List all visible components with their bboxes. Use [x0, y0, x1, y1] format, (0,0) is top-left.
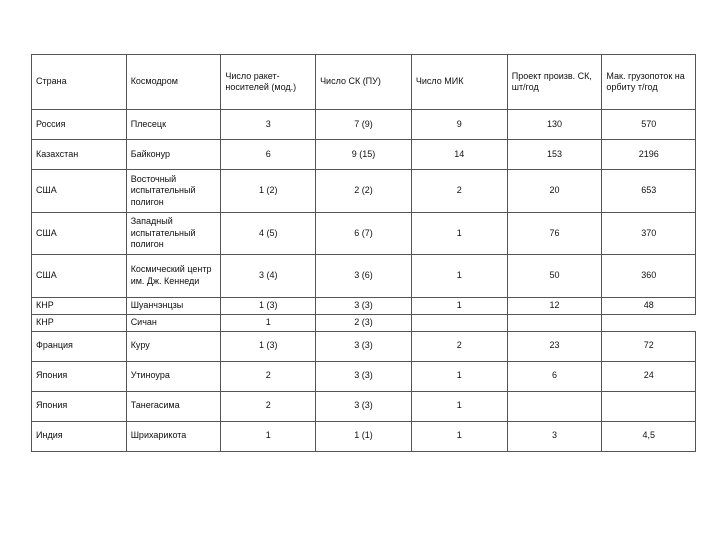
cell-country: США	[32, 170, 127, 213]
cell-launch-complexes: 3 (3)	[316, 361, 412, 391]
cell-country: Япония	[32, 361, 127, 391]
cell-max-cargo-flow: 48	[602, 297, 696, 314]
cell-assembly-buildings: 9	[411, 110, 507, 140]
cell-country: Россия	[32, 110, 127, 140]
cell-assembly-buildings: 2	[411, 331, 507, 361]
header-spaceport: Космодром	[126, 55, 221, 110]
cell-country: КНР	[32, 297, 127, 314]
cell-spaceport: Байконур	[126, 140, 221, 170]
cell-launch-vehicles: 1 (2)	[221, 170, 316, 213]
cell-launch-complexes: 3 (3)	[316, 391, 412, 421]
header-max-cargo-flow: Мак. грузопоток на орбиту т/год	[602, 55, 696, 110]
cell-launch-complexes: 7 (9)	[316, 110, 412, 140]
cell-spaceport: Утиноура	[126, 361, 221, 391]
table-row	[32, 314, 696, 331]
table-row	[32, 361, 696, 391]
cell-spaceport: Куру	[126, 331, 221, 361]
cell-max-cargo-flow: 24	[602, 361, 696, 391]
cell-design-capacity: 76	[507, 212, 602, 255]
cell-launch-complexes: 2 (2)	[316, 170, 412, 213]
cell-launch-vehicles: 1 (3)	[221, 331, 316, 361]
cell-country: США	[32, 255, 127, 298]
cell-design-capacity: 23	[507, 331, 602, 361]
cell-country: Индия	[32, 421, 127, 451]
cell-max-cargo-flow: 4,5	[602, 421, 696, 451]
cell-country: Франция	[32, 331, 127, 361]
cell-max-cargo-flow: 2196	[602, 140, 696, 170]
cell-design-capacity: 3	[507, 421, 602, 451]
cell-max-cargo-flow: 653	[602, 170, 696, 213]
cell-launch-vehicles: 4 (5)	[221, 212, 316, 255]
cell-design-capacity: 6	[507, 361, 602, 391]
cell-spaceport: Шрихарикота	[126, 421, 221, 451]
cell-spaceport: Плесецк	[126, 110, 221, 140]
cell-launch-vehicles: 3	[221, 110, 316, 140]
cell-design-capacity: 153	[507, 140, 602, 170]
cell-max-cargo-flow	[602, 314, 696, 331]
cell-assembly-buildings: 1	[411, 297, 507, 314]
table-row	[32, 391, 696, 421]
cell-launch-vehicles: 3 (4)	[221, 255, 316, 298]
cell-assembly-buildings: 2	[411, 170, 507, 213]
cell-spaceport: Космический центр им. Дж. Кеннеди	[126, 255, 221, 298]
cell-max-cargo-flow: 360	[602, 255, 696, 298]
cell-country: США	[32, 212, 127, 255]
header-country: Страна	[32, 55, 127, 110]
cell-assembly-buildings: 1	[411, 361, 507, 391]
cell-design-capacity: 130	[507, 110, 602, 140]
table-row	[32, 297, 696, 314]
cell-launch-vehicles: 1 (3)	[221, 297, 316, 314]
cell-spaceport: Сичан	[126, 314, 221, 331]
cell-assembly-buildings	[411, 314, 507, 331]
cell-assembly-buildings: 1	[411, 391, 507, 421]
cell-launch-complexes: 9 (15)	[316, 140, 412, 170]
table-row	[32, 331, 696, 361]
cell-launch-vehicles: 2	[221, 391, 316, 421]
table-row	[32, 212, 696, 255]
cell-assembly-buildings: 14	[411, 140, 507, 170]
cell-max-cargo-flow	[602, 391, 696, 421]
cell-design-capacity	[507, 391, 602, 421]
cell-launch-complexes: 3 (6)	[316, 255, 412, 298]
cell-launch-complexes: 1 (1)	[316, 421, 412, 451]
spaceports-table	[31, 54, 696, 452]
cell-launch-vehicles: 1	[221, 314, 316, 331]
cell-design-capacity: 50	[507, 255, 602, 298]
table-row	[32, 421, 696, 451]
cell-launch-complexes: 3 (3)	[316, 331, 412, 361]
table-row	[32, 170, 696, 213]
cell-max-cargo-flow: 72	[602, 331, 696, 361]
table-row	[32, 140, 696, 170]
cell-design-capacity	[507, 314, 602, 331]
table-row	[32, 110, 696, 140]
cell-launch-complexes: 2 (3)	[316, 314, 412, 331]
spaceports-table-container	[31, 54, 696, 457]
cell-country: КНР	[32, 314, 127, 331]
cell-launch-vehicles: 6	[221, 140, 316, 170]
cell-launch-complexes: 3 (3)	[316, 297, 412, 314]
cell-assembly-buildings: 1	[411, 212, 507, 255]
header-launch-complexes: Число СК (ПУ)	[316, 55, 412, 110]
cell-assembly-buildings: 1	[411, 421, 507, 451]
cell-assembly-buildings: 1	[411, 255, 507, 298]
cell-country: Япония	[32, 391, 127, 421]
header-assembly-buildings: Число МИК	[411, 55, 507, 110]
table-row	[32, 255, 696, 298]
cell-max-cargo-flow: 370	[602, 212, 696, 255]
header-design-capacity: Проект произв. СК, шт/год	[507, 55, 602, 110]
cell-spaceport: Восточный испытательный полигон	[126, 170, 221, 213]
cell-design-capacity: 12	[507, 297, 602, 314]
cell-launch-vehicles: 1	[221, 421, 316, 451]
table-header-row	[32, 55, 696, 110]
cell-launch-vehicles: 2	[221, 361, 316, 391]
cell-spaceport: Танегасима	[126, 391, 221, 421]
cell-max-cargo-flow: 570	[602, 110, 696, 140]
cell-spaceport: Западный испытательный полигон	[126, 212, 221, 255]
cell-spaceport: Шуанчэнцзы	[126, 297, 221, 314]
header-launch-vehicles: Число ракет-носителей (мод.)	[221, 55, 316, 110]
cell-launch-complexes: 6 (7)	[316, 212, 412, 255]
cell-design-capacity: 20	[507, 170, 602, 213]
cell-country: Казахстан	[32, 140, 127, 170]
